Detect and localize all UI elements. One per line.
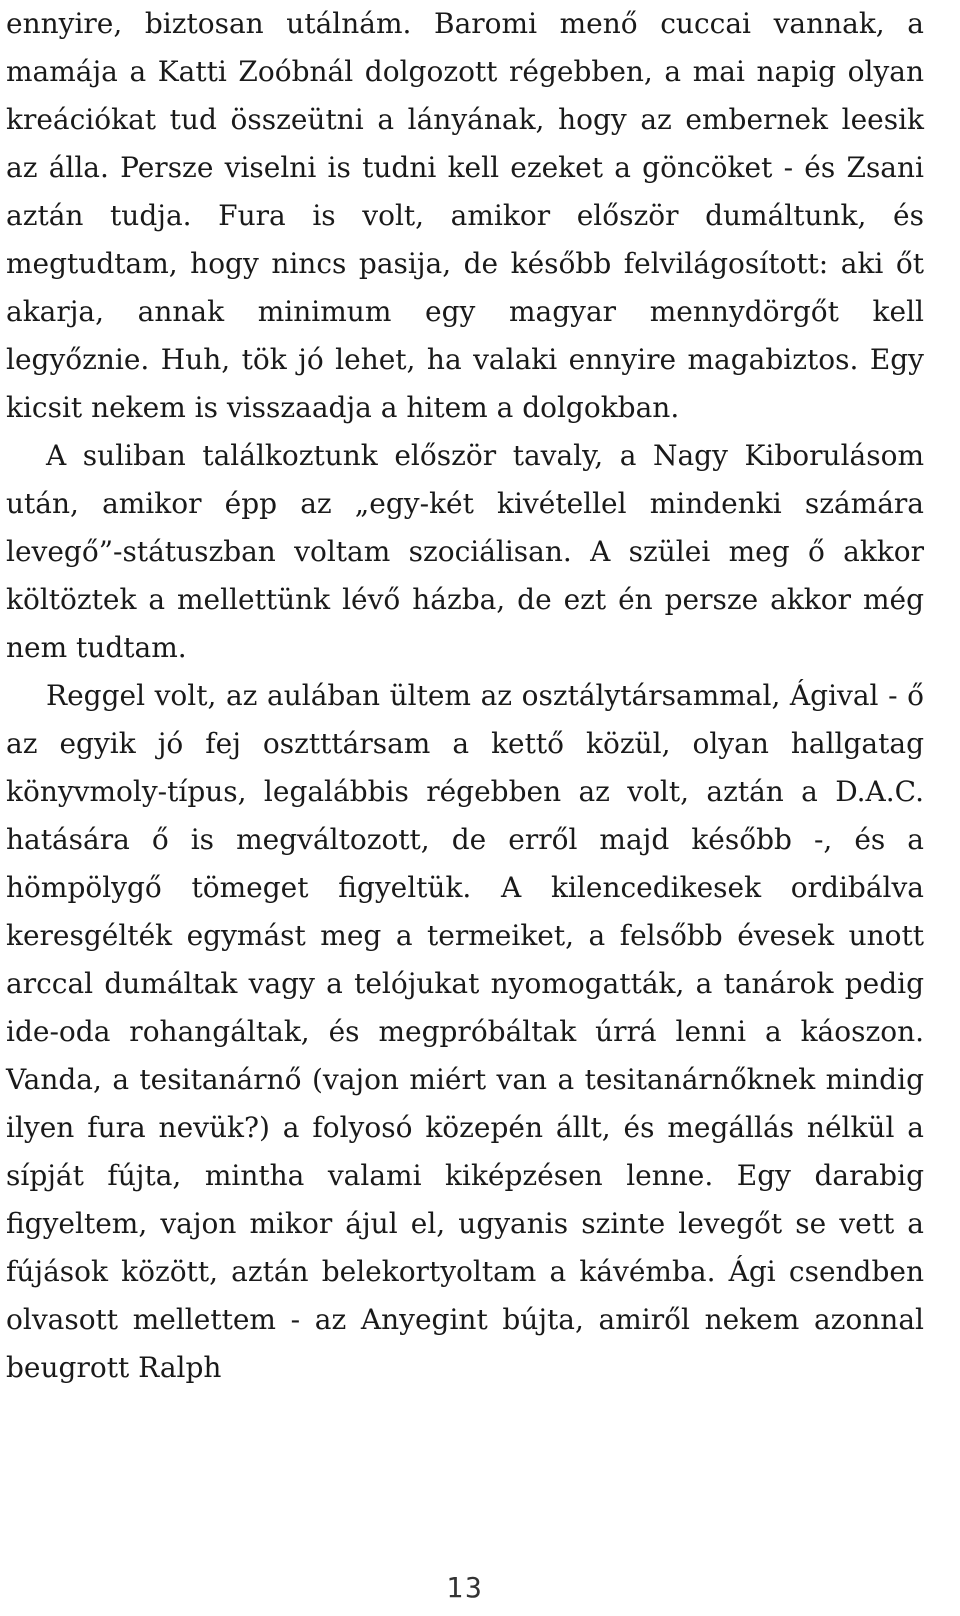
- paragraph-continuation: ennyire, biztosan utálnám. Baromi menő cuccai vannak, a mamája a Katti Zoóbnál dolgozott régebben, a mai napig olyan kreációkat tud összeütni a lányának, hogy az embernek leesik az álla. Persze viselni is tudni kell ezeket a göncöket - és Zsani aztán tudja. Fura is volt, amikor először dumáltunk, és megtudtam, hogy nincs pasija, de később felvilágosított: aki őt akarja, annak minimum egy magyar mennydörgőt kell legyőznie. Huh, tök jó lehet, ha valaki ennyire magabiztos. Egy kicsit nekem is visszaadja a hitem a dolgokban.: [6, 7, 924, 424]
- paragraph-school-meeting: A suliban találkoztunk először tavaly, a Nagy Kiborulásom után, amikor épp az „egy-két kivétellel mindenki számára levegő”-státuszban voltam szociálisan. A szülei meg ő akkor költöztek a mellettünk lévő házba, de ezt én persze akkor még nem tudtam.: [6, 439, 924, 664]
- paragraph-morning-hall: Reggel volt, az aulában ültem az osztálytársammal, Ágival - ő az egyik jó fej osztttársam a kettő közül, olyan hallgatag könyvmoly-típus, legalábbis régebben az volt, aztán a D.A.C. hatására ő is megváltozott, de erről majd később -, és a hömpölygő tömeget figyeltük. A kilencedikesek ordibálva keresgélték egymást meg a termeiket, a felsőbb évesek unott arccal dumáltak vagy a telójukat nyomogatták, a tanárok pedig ide-oda rohangáltak, és megpróbáltak úrrá lenni a káoszon. Vanda, a tesitanárnő (vajon miért van a tesitanárnőknek mindig ilyen fura nevük?) a folyosó közepén állt, és megállás nélkül a sípját fújta, mintha valami kiképzésen lenne. Egy darabig figyeltem, vajon mikor ájul el, ugyanis szinte levegőt se vett a fújások között, aztán belekortyoltam a kávémba. Ági csendben olvasott mellettem - az Anyegint bújta, amiről nekem azonnal beugrott Ralph: [6, 679, 924, 1384]
- book-page: [6, 0, 924, 1392]
- page-number: 13: [446, 1571, 484, 1604]
